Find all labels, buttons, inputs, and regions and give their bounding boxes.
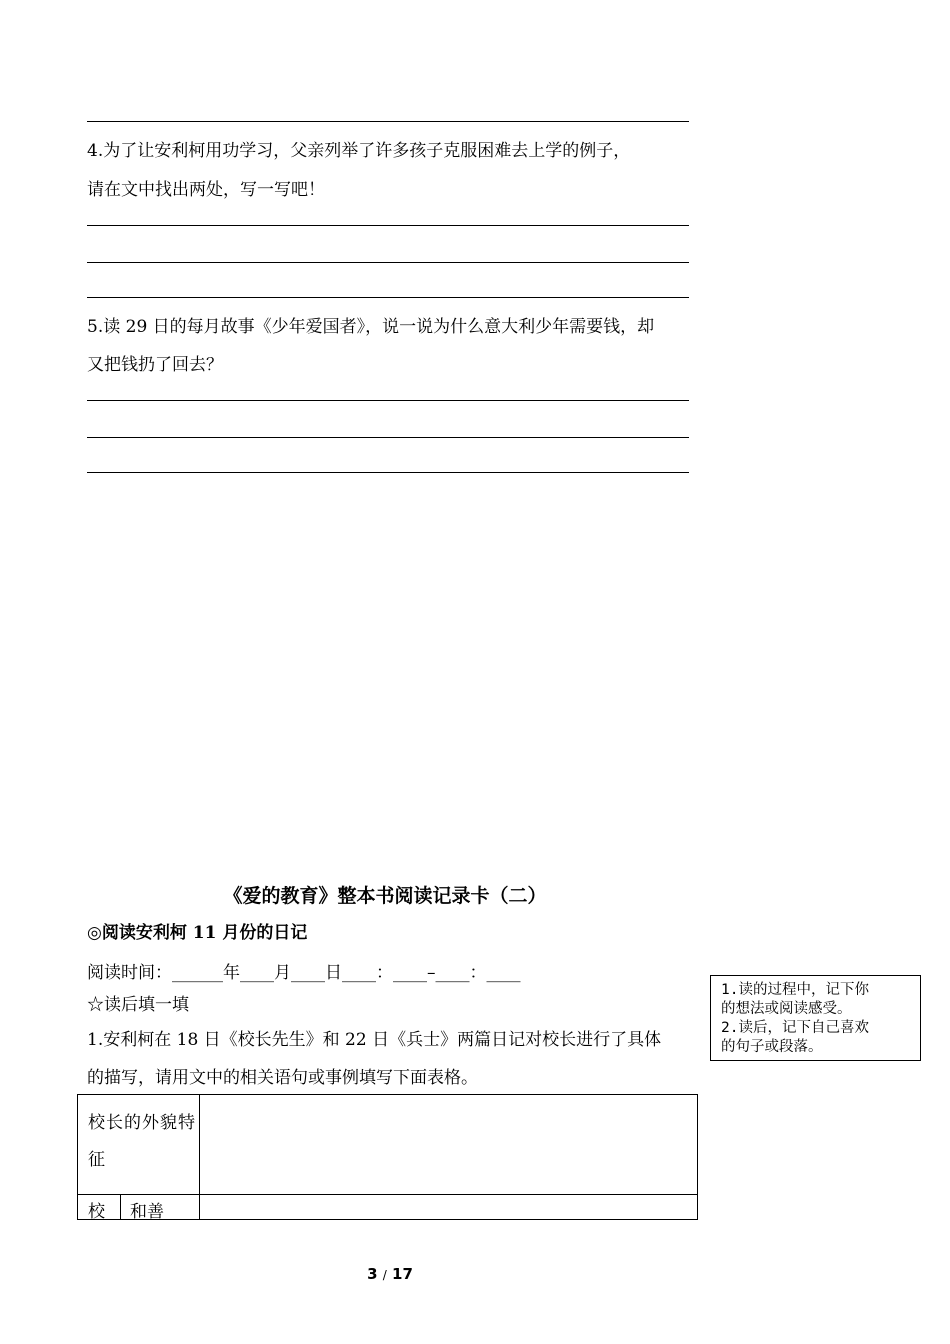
appearance-answer-cell[interactable] [201,1096,695,1192]
reading-time: 阅读时间：______年____月____日____：____–____：____ [87,963,521,983]
principal-table [77,1094,698,1220]
question-4-line-1: 4.为了让安利柯用功学习，父亲列举了许多孩子克服困难去上学的例子， [87,141,631,161]
answer-line [87,472,689,473]
table-cell: 校 [88,1202,105,1222]
question-5-line-2: 又把钱扔了回去？ [87,355,223,375]
page-current: 3 [367,1265,378,1283]
question-4-line-2: 请在文中找出两处，写一写吧！ [87,180,325,200]
answer-line [87,225,689,226]
question-5-line-1: 5.读 29 日的每月故事《少年爱国者》，说一说为什么意大利少年需要钱，却 [87,317,655,337]
table-cell: 和善 [130,1202,164,1222]
page-number [0,1265,780,1283]
tips-box [710,975,921,1061]
answer-line [87,121,689,122]
question-1-line-2: 的描写，请用文中的相关语句或事例填写下面表格。 [87,1068,478,1088]
page-separator: / [382,1268,387,1282]
tip-line: 1.读的过程中，记下你 [721,982,869,998]
card-title: 《爱的教育》整本书阅读记录卡（二） [223,885,547,907]
column-divider [120,1194,121,1220]
page-total: 17 [392,1265,413,1283]
appearance-label: 校长的外貌特征 [88,1113,196,1170]
question-1-line-1: 1.安利柯在 18 日《校长先生》和 22 日《兵士》两篇日记对校长进行了具体 [87,1030,662,1050]
kindness-answer-cell[interactable] [201,1196,695,1218]
answer-line [87,297,689,298]
column-divider [199,1094,200,1220]
fill-prompt: ☆读后填一填 [87,995,189,1015]
answer-line [87,437,689,438]
answer-line [87,400,689,401]
row-divider [78,1194,697,1195]
tip-line: 的句子或段落。 [721,1039,823,1055]
tip-line: 的想法或阅读感受。 [721,1001,852,1017]
tip-line: 2.读后，记下自己喜欢 [721,1020,869,1036]
answer-line [87,262,689,263]
section-heading: ◎阅读安利柯 11 月份的日记 [87,923,308,943]
